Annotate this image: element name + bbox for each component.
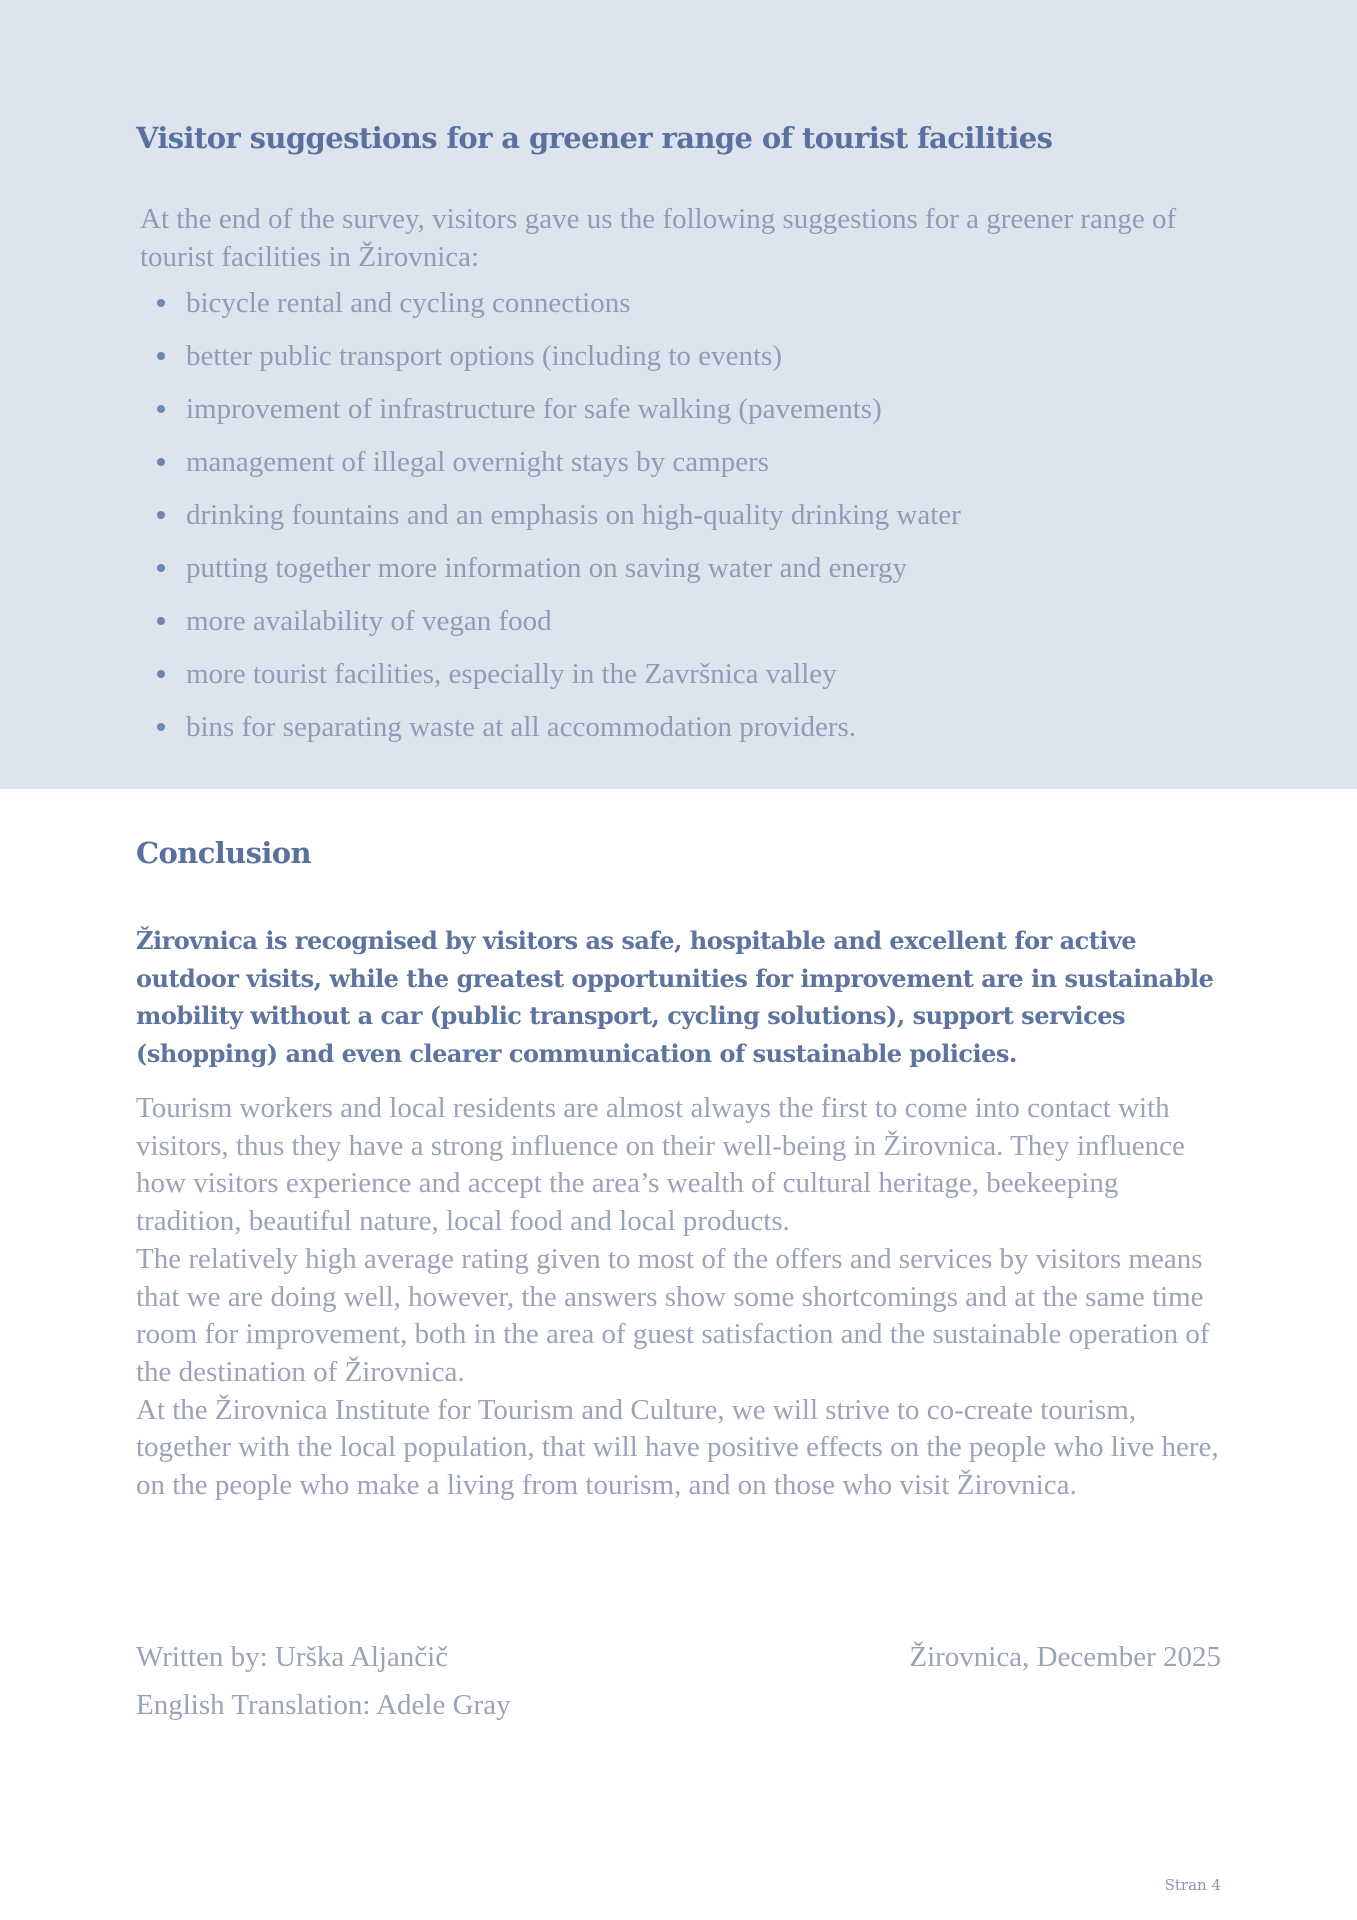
place-date: Žirovnica, December 2025 [909,1641,1221,1673]
bullet-icon [157,299,165,307]
conclusion-lead: Žirovnica is recognised by visitors as safe, hospitable and excellent for active outdoor visits, while the greatest opportunities for improvement are in sustainable mobility without a car (public transport, cycling solutions), support services (shopping) and even clearer communication of sustainable policies. [136,926,1214,1069]
conclusion-paragraph: The relatively high average rating given to most of the offers and services by visitors means that we are doing well, however, the answers show some shortcomings and at the same time room for improvement, both in the area of guest satisfaction and the sustainable operation of the destination of Žirovnica. [136,1242,1210,1388]
list-item-text: bicycle rental and cycling connections [186,287,631,319]
list-item [140,386,961,439]
list-item [140,598,961,651]
bullet-icon [157,352,165,360]
bullet-icon [157,723,165,731]
list-item-text: management of illegal overnight stays by campers [186,446,770,478]
author-credit: Written by: Urška Aljančič [136,1641,449,1673]
list-item-text: more tourist facilities, especially in the Završnica valley [186,658,837,690]
suggestions-intro: At the end of the survey, visitors gave us the following suggestions for a greener range of tourist facilities in Žirovnica: [140,203,1177,273]
list-item [140,545,961,598]
suggestions-list [140,280,961,757]
list-item [140,492,961,545]
bullet-icon [157,670,165,678]
list-item [140,439,961,492]
list-item-text: better public transport options (including to events) [186,340,782,372]
list-item-text: bins for separating waste at all accommodation providers. [186,711,857,743]
bullet-icon [157,511,165,519]
conclusion-body [136,1090,1231,1505]
bullet-icon [157,405,165,413]
suggestions-heading: Visitor suggestions for a greener range of tourist facilities [136,121,1053,155]
list-item-text: putting together more information on saving water and energy [186,552,908,584]
list-item [140,280,961,333]
list-item-text: drinking fountains and an emphasis on high-quality drinking water [186,499,961,531]
conclusion-paragraph: At the Žirovnica Institute for Tourism and Culture, we will strive to co-create tourism, together with the local population, that will have positive effects on the people who live here, on the people who make a living from tourism, and on those who visit Žirovnica. [136,1393,1219,1502]
translator-credit: English Translation: Adele Gray [136,1689,511,1721]
list-item-text: more availability of vegan food [186,605,552,637]
page-number: Stran 4 [1164,1876,1221,1894]
conclusion-heading: Conclusion [136,836,312,870]
list-item-text: improvement of infrastructure for safe walking (pavements) [186,393,882,425]
list-item [140,333,961,386]
list-item [140,651,961,704]
bullet-icon [157,617,165,625]
conclusion-paragraph: Tourism workers and local residents are almost always the first to come into contact with visitors, thus they have a strong influence on their well-being in Žirovnica. They influence how visitors experience and accept the area’s wealth of cultural heritage, beekeeping tradition, beautiful nature, local food and local products. [136,1092,1185,1238]
bullet-icon [157,458,165,466]
list-item [140,704,961,757]
bullet-icon [157,564,165,572]
